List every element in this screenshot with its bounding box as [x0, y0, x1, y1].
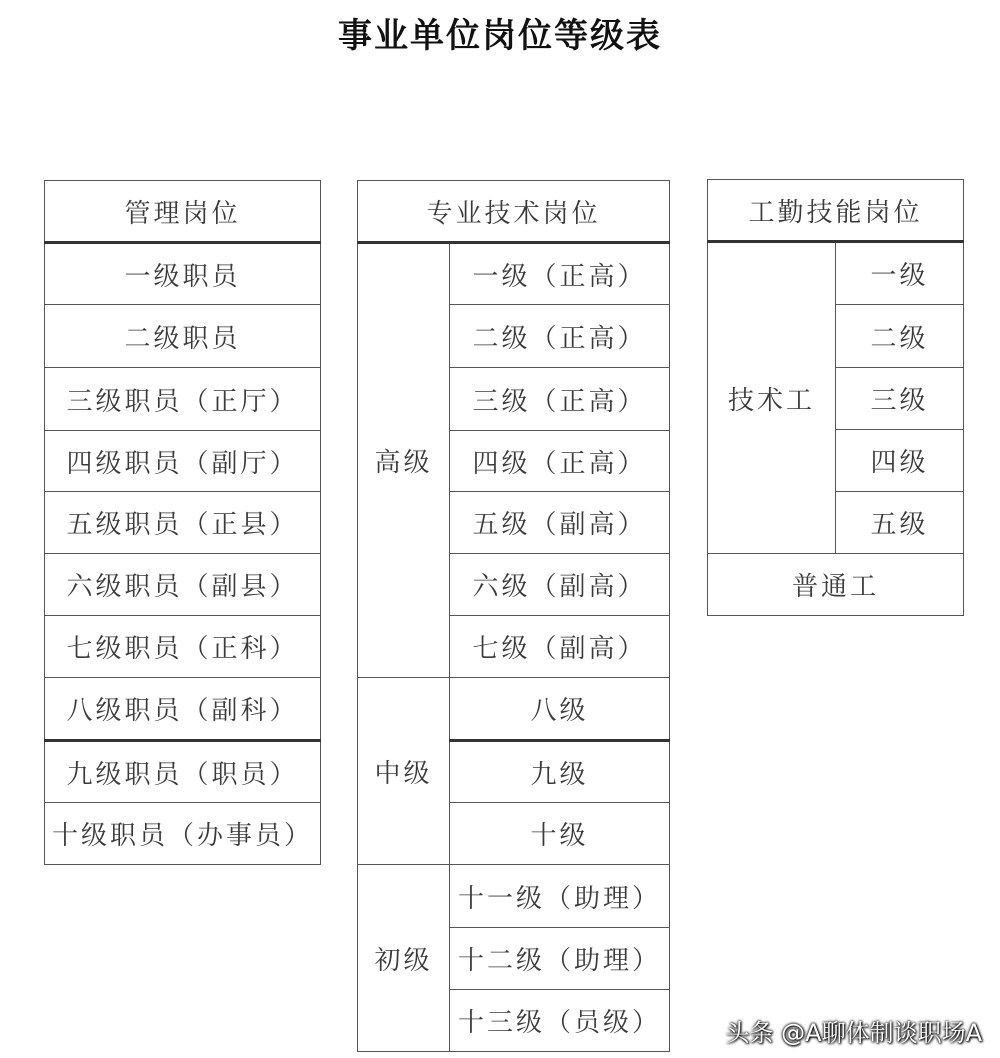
management-table — [44, 180, 321, 865]
labor-group-skilled: 技术工 — [708, 242, 836, 554]
labor-level: 一级 — [836, 242, 964, 305]
technical-level: 十一级（助理） — [450, 865, 670, 928]
labor-table — [707, 179, 964, 616]
management-row: 六级职员（副县） — [45, 554, 321, 616]
technical-level: 八级 — [450, 678, 670, 741]
technical-level: 十二级（助理） — [450, 928, 670, 990]
management-row: 十级职员（办事员） — [45, 803, 321, 865]
labor-header: 工勤技能岗位 — [708, 180, 964, 242]
labor-level: 三级 — [836, 368, 964, 430]
management-row: 七级职员（正科） — [45, 616, 321, 678]
management-row: 四级职员（副厅） — [45, 431, 321, 492]
labor-level: 四级 — [836, 430, 964, 492]
technical-level: 六级（副高） — [450, 554, 670, 616]
management-row: 五级职员（正县） — [45, 492, 321, 554]
labor-level: 二级 — [836, 305, 964, 368]
technical-group-intermediate: 中级 — [358, 678, 450, 865]
technical-group-senior: 高级 — [358, 243, 450, 678]
technical-level: 三级（正高） — [450, 368, 670, 431]
page-title: 事业单位岗位等级表 — [338, 16, 662, 56]
technical-table — [357, 180, 670, 1052]
technical-level: 十级 — [450, 803, 670, 865]
technical-level: 五级（副高） — [450, 492, 670, 554]
technical-level: 一级（正高） — [450, 243, 670, 305]
technical-level: 四级（正高） — [450, 431, 670, 492]
labor-level: 五级 — [836, 492, 964, 554]
technical-header: 专业技术岗位 — [358, 181, 670, 243]
technical-level: 二级（正高） — [450, 305, 670, 368]
technical-level: 九级 — [450, 741, 670, 803]
technical-level: 十三级（员级） — [450, 990, 670, 1052]
management-row: 八级职员（副科） — [45, 678, 321, 741]
technical-level: 七级（副高） — [450, 616, 670, 678]
management-row: 一级职员 — [45, 243, 321, 305]
technical-group-junior: 初级 — [358, 865, 450, 1052]
management-header: 管理岗位 — [45, 181, 321, 243]
watermark: 头条 @A聊体制谈职场A — [725, 1019, 982, 1047]
labor-general: 普通工 — [708, 554, 964, 616]
management-row: 三级职员（正厅） — [45, 368, 321, 431]
management-row: 二级职员 — [45, 305, 321, 368]
management-row: 九级职员（职员） — [45, 741, 321, 803]
